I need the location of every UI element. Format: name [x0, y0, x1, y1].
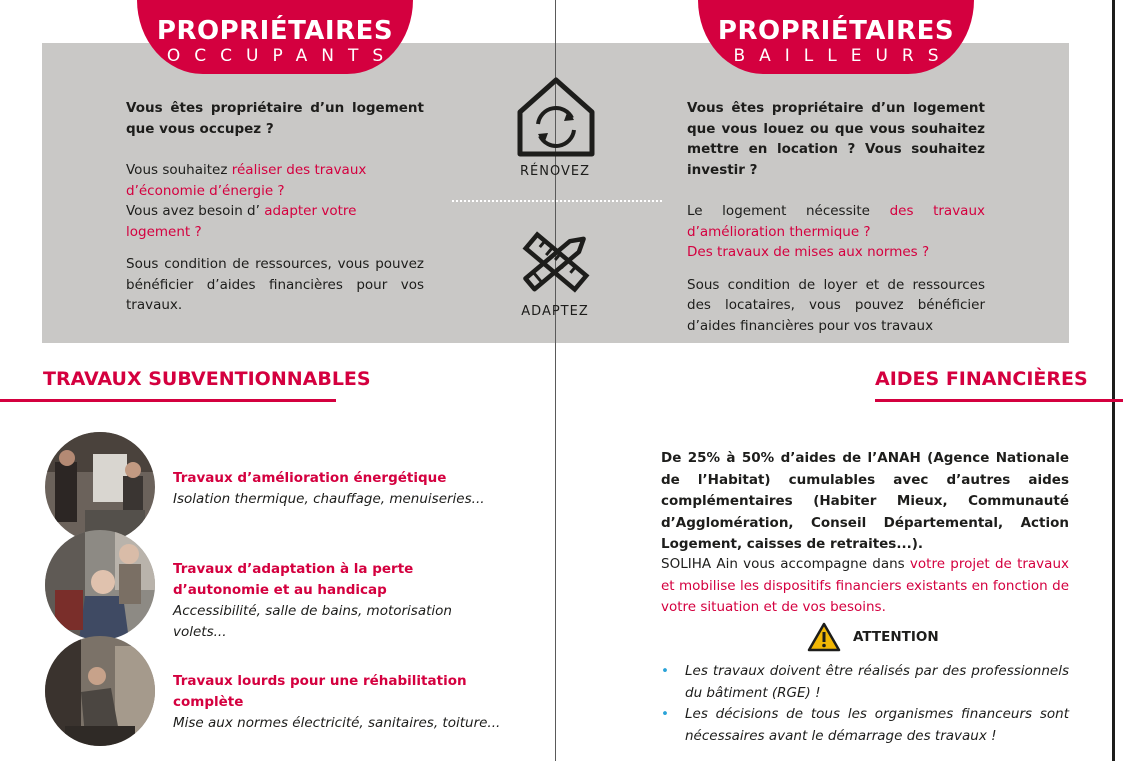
occupants-line2-prefix: Vous avez besoin d’ — [126, 203, 265, 219]
occupants-question: Vous êtes propriétaire d’un logement que vous occupez ? — [126, 100, 424, 137]
photo-energy-workers — [45, 432, 155, 542]
travaux-item — [173, 671, 513, 734]
adaptez-label: ADAPTEZ — [521, 304, 589, 319]
renovez-label: RÉNOVEZ — [520, 164, 590, 179]
tab-proprietaires-bailleurs — [698, 0, 974, 74]
travaux-item-desc: Isolation thermique, chauffage, menuiseries... — [173, 491, 485, 507]
bailleurs-text — [687, 98, 985, 336]
aides-soliha-link: votre projet de travaux et mobilise les dispositifs financiers existants en fonction de votre situation et de vos besoins. — [661, 556, 1069, 615]
travaux-item-title: Travaux lourds pour une réhabilitation complète — [173, 673, 467, 710]
dotted-separator — [452, 200, 662, 202]
travaux-item — [173, 468, 503, 510]
travaux-item — [173, 559, 473, 643]
occupants-line1-prefix: Vous souhaitez — [126, 162, 232, 178]
bailleurs-question: Vous êtes propriétaire d’un logement que vous louez ou que vous souhaitez mettre en location ? Vous souhaitez investir ? — [687, 100, 985, 178]
photo-renovation-worker — [45, 636, 155, 746]
occupants-line1-link: réaliser des travaux d’économie d’énergie ? — [126, 162, 367, 199]
attention-list — [661, 661, 1069, 747]
occupants-condition: Sous condition de ressources, vous pouvez bénéficier d’aides financières pour vos travaux. — [126, 256, 424, 313]
bailleurs-line2-link: Des travaux de mises aux normes ? — [687, 244, 930, 260]
aides-soliha — [661, 554, 1069, 619]
tab-title: PROPRIÉTAIRES — [156, 16, 394, 46]
aides-soliha-prefix: SOLIHA Ain vous accompagne dans — [661, 556, 910, 572]
travaux-underline — [0, 399, 336, 402]
travaux-title: TRAVAUX SUBVENTIONNABLES — [43, 368, 371, 390]
tab-subtitle: OCCUPANTS — [166, 46, 398, 66]
tab-subtitle: BAILLEURS — [733, 46, 953, 66]
aides-title: AIDES FINANCIÈRES — [875, 368, 1088, 390]
bailleurs-condition: Sous condition de loyer et de ressources des locataires, vous pouvez bénéficier d’aides financières pour vos travaux — [687, 276, 985, 334]
bailleurs-line1-prefix: Le logement nécessite — [687, 203, 890, 219]
list-item: • Les décisions de tous les organismes financeurs sont nécessaires avant le démarrage des travaux ! — [661, 704, 1069, 747]
page-edge — [1112, 0, 1115, 761]
travaux-item-title: Travaux d’adaptation à la perte d’autonomie et au handicap — [173, 561, 414, 598]
warning-icon — [807, 622, 841, 652]
ruler-pencil-icon — [516, 224, 596, 300]
list-item: • Les travaux doivent être réalisés par des professionnels du bâtiment (RGE) ! — [661, 661, 1069, 704]
occupants-line2-link: adapter votre logement ? — [126, 203, 357, 240]
aides-intro: De 25% à 50% d’aides de l’ANAH (Agence Nationale de l’Habitat) cumulables avec d’autres aides complémentaires (Habiter Mieux, Communauté d’Agglomération, Conseil Départemental, Action Logement, caisses de retraites...). — [661, 450, 1069, 552]
bailleurs-needs — [687, 201, 985, 263]
travaux-item-title: Travaux d’amélioration énergétique — [173, 470, 447, 486]
attention-label: ATTENTION — [853, 629, 939, 645]
occupants-needs — [126, 160, 424, 242]
photo-elderly-couple — [45, 530, 155, 640]
aides-underline — [875, 399, 1123, 402]
bailleurs-line1-link: des travaux d’amélioration thermique ? — [687, 203, 986, 240]
occupants-text — [126, 98, 424, 316]
house-renovate-icon — [514, 74, 598, 160]
travaux-item-desc: Mise aux normes électricité, sanitaires, toiture... — [173, 715, 501, 731]
tab-title: PROPRIÉTAIRES — [717, 16, 955, 46]
tab-proprietaires-occupants — [137, 0, 413, 74]
travaux-item-desc: Accessibilité, salle de bains, motorisation volets... — [173, 603, 452, 640]
